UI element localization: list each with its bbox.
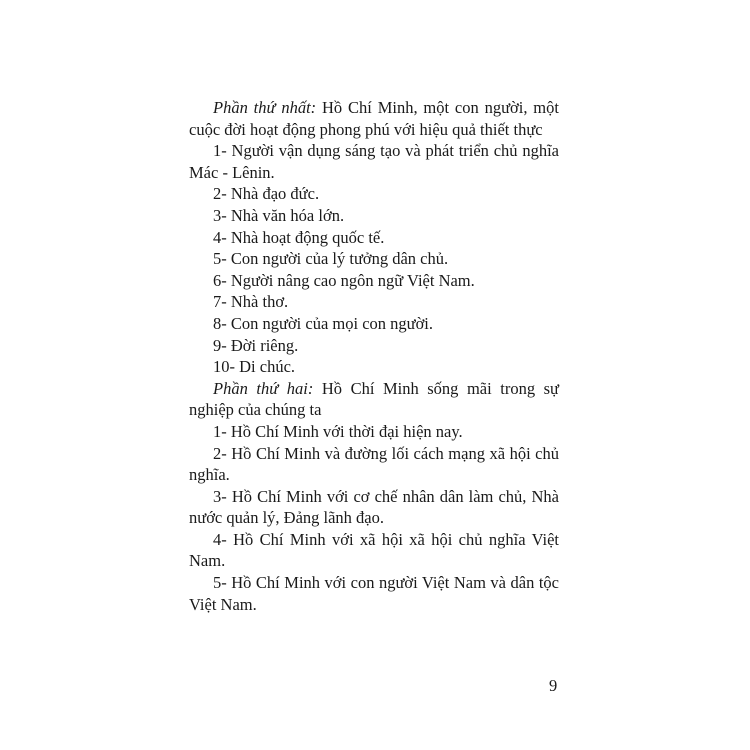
part1-label: Phần thứ nhất: [213,98,317,117]
part2-item-2: 2- Hồ Chí Minh và đường lối cách mạng xã hội chủ nghĩa. [189,443,559,485]
table-of-contents [189,97,559,615]
part2-item-1: 1- Hồ Chí Minh với thời đại hiện nay. [213,421,463,441]
part2-item-4: 4- Hồ Chí Minh với xã hội xã hội chủ nghĩa Việt Nam. [189,529,559,571]
part1-item-1: 1- Người vận dụng sáng tạo và phát triển chủ nghĩa Mác - Lênin. [189,141,559,182]
part1-title: Hồ Chí Minh, một con người, một cuộc đời hoạt động phong phú với hiệu quả thiết thực [189,98,559,139]
part1-item-2: 2- Nhà đạo đức. [213,184,320,204]
part2-item-3: 3- Hồ Chí Minh với cơ chế nhân dân làm chủ, Nhà nước quản lý, Đảng lãnh đạo. [189,486,559,528]
part1-item-8: 8- Con người của mọi con người. [213,313,434,333]
part1-item-10: 10- Di chúc. [213,357,296,377]
part1-item-5: 5- Con người của lý tưởng dân chủ. [213,249,449,269]
part1-heading [189,97,559,140]
part1-item-7: 7- Nhà thơ. [213,292,289,312]
part1-item-4: 4- Nhà hoạt động quốc tế. [213,227,385,247]
part2-label: Phần thứ hai: [213,378,314,398]
part1-item-3: 3- Nhà văn hóa lớn. [213,205,345,225]
part1-item-9: 9- Đời riêng. [213,335,299,355]
part2-title: Hồ Chí Minh sống mãi trong sự nghiệp của chúng ta [189,378,559,420]
page-number: 9 [549,676,558,695]
part1-item-6: 6- Người nâng cao ngôn ngữ Việt Nam. [213,270,475,290]
part2-item-5: 5- Hồ Chí Minh với con người Việt Nam và dân tộc Việt Nam. [189,573,559,614]
part2-heading [189,378,559,421]
